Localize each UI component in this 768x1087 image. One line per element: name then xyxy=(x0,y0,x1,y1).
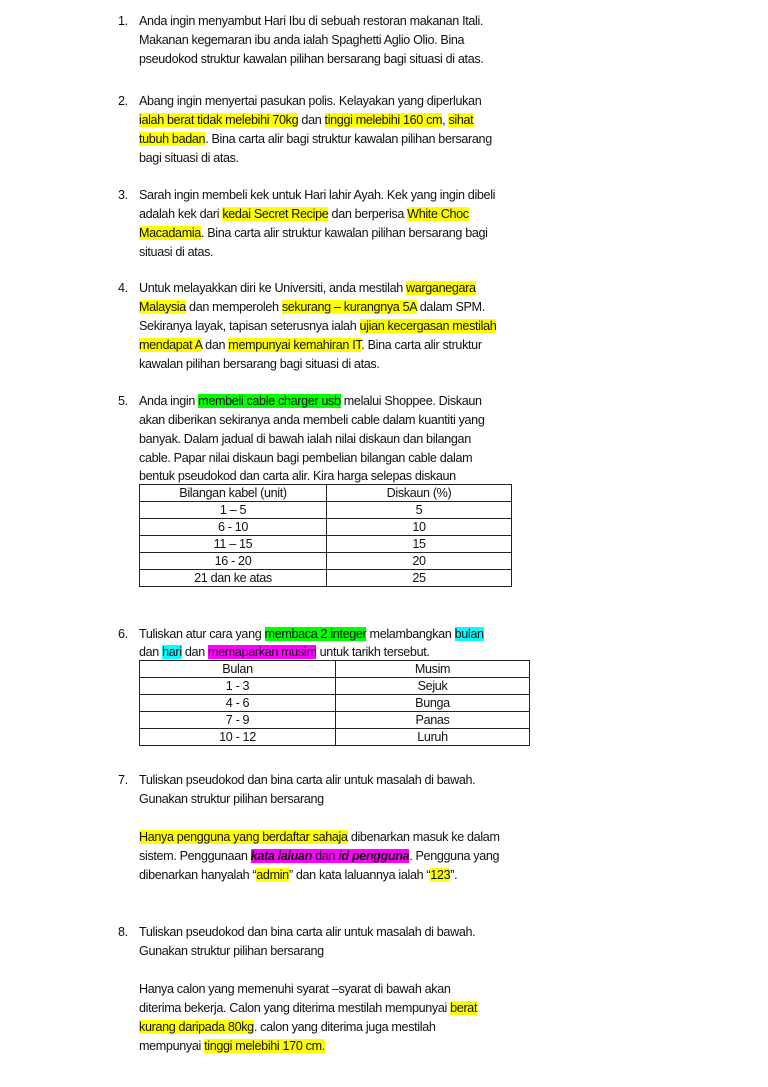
table-cell: 11 – 15 xyxy=(140,536,327,553)
spacer xyxy=(139,961,538,980)
highlight: sihat xyxy=(448,113,474,127)
text-run: dan berperisa xyxy=(328,207,408,221)
highlight: kurang daripada 80kg xyxy=(139,1020,254,1034)
text-run: dan xyxy=(298,113,325,127)
highlight: membeli cable charger usb xyxy=(198,394,341,408)
table-row xyxy=(140,502,512,519)
text-run: Untuk melayakkan diri ke Universiti, anda mestilah xyxy=(139,281,407,295)
text-line xyxy=(139,1018,538,1037)
text-line: kawalan pilihan bersarang bagi situasi di atas. xyxy=(139,357,380,371)
table-cell: 10 xyxy=(327,519,512,536)
text-line xyxy=(139,279,538,298)
table-cell: 20 xyxy=(327,553,512,570)
question-number: 5. xyxy=(118,394,128,408)
table-row xyxy=(140,729,530,746)
highlight: dan xyxy=(311,849,339,863)
text-run: dan xyxy=(181,645,208,659)
text-line: cable. Papar nilai diskaun bagi pembelian bilangan cable dalam xyxy=(139,451,473,465)
question-number: 3. xyxy=(118,188,128,202)
table-cell: 1 - 3 xyxy=(140,678,336,695)
question-number: 7. xyxy=(118,773,128,787)
text-line: banyak. Dalam jadual di bawah ialah nilai diskaun dan bilangan xyxy=(139,432,471,446)
text-run: melalui Shoppee. Diskaun xyxy=(340,394,482,408)
question-1 xyxy=(118,12,538,69)
question-number: 1. xyxy=(118,14,128,28)
question-8 xyxy=(118,923,538,1056)
text-run: , xyxy=(442,113,449,127)
text-line xyxy=(139,1037,538,1056)
text-line: bagi situasi di atas. xyxy=(139,151,239,165)
table-cell: Luruh xyxy=(336,729,530,746)
discount-table xyxy=(139,484,512,587)
highlight: id pengguna xyxy=(338,849,410,863)
highlight: mendapat A xyxy=(139,338,203,352)
text-line xyxy=(139,205,538,224)
text-line: pseudokod struktur kawalan pilihan bersarang bagi situasi di atas. xyxy=(139,52,484,66)
highlight: membaca 2 integer xyxy=(264,627,367,641)
text-run: melambangkan xyxy=(366,627,455,641)
table-header-row xyxy=(140,661,530,678)
table-header-row xyxy=(140,485,512,502)
text-line xyxy=(139,336,538,355)
text-line: Gunakan struktur pilihan bersarang xyxy=(139,944,324,958)
text-line: bentuk pseudokod dan carta alir. Kira harga selepas diskaun xyxy=(139,469,456,483)
text-run: dan xyxy=(139,645,163,659)
table-cell: Panas xyxy=(336,712,530,729)
spacer xyxy=(139,809,538,828)
highlight: Malaysia xyxy=(139,300,186,314)
text-run: sistem. Penggunaan xyxy=(139,849,251,863)
highlight: Hanya pengguna yang berdaftar sahaja xyxy=(139,830,348,844)
text-run: Tuliskan atur cara yang xyxy=(139,627,265,641)
highlight: tubuh badan xyxy=(139,132,206,146)
table-cell: 15 xyxy=(327,536,512,553)
text-line xyxy=(139,828,538,847)
table-cell: 6 - 10 xyxy=(140,519,327,536)
text-line: Anda ingin menyambut Hari Ibu di sebuah restoran makanan Itali. xyxy=(139,14,484,28)
highlight: memaparkan musim xyxy=(208,645,317,659)
table-cell: 4 - 6 xyxy=(140,695,336,712)
table-cell: 21 dan ke atas xyxy=(140,570,327,587)
highlight: warganegara xyxy=(406,281,476,295)
text-line: Makanan kegemaran ibu anda ialah Spaghetti Aglio Olio. Bina xyxy=(139,33,465,47)
text-run: . Pengguna yang xyxy=(409,849,500,863)
table-header-cell: Diskaun (%) xyxy=(327,485,512,502)
table-row xyxy=(140,570,512,587)
question-7 xyxy=(118,771,538,885)
text-line xyxy=(139,625,538,644)
text-run: Sekiranya layak, tapisan seterusnya ialah xyxy=(139,319,360,333)
table-header-cell: Musim xyxy=(336,661,530,678)
text-run: diterima bekerja. Calon yang diterima mestilah mempunyai xyxy=(139,1001,451,1015)
table-row xyxy=(140,536,512,553)
table-cell: Bunga xyxy=(336,695,530,712)
highlight: Macadamia xyxy=(139,226,201,240)
table-cell: 7 - 9 xyxy=(140,712,336,729)
text-line: situasi di atas. xyxy=(139,245,214,259)
text-run: ” dan kata laluannya ialah “ xyxy=(288,868,431,882)
question-6 xyxy=(118,625,538,746)
highlight: 123 xyxy=(430,868,451,882)
text-run: . Bina carta alir struktur kawalan pilihan bersarang bagi xyxy=(200,226,488,240)
text-run: dan xyxy=(202,338,229,352)
table-row xyxy=(140,678,530,695)
highlight: White Choc xyxy=(407,207,469,221)
question-number: 6. xyxy=(118,627,128,641)
text-line: Tuliskan pseudokod dan bina carta alir untuk masalah di bawah. xyxy=(139,925,476,939)
question-number: 8. xyxy=(118,925,128,939)
highlight: tinggi melebihi 170 cm. xyxy=(204,1039,325,1053)
text-run: dibenarkan hanyalah “ xyxy=(139,868,257,882)
table-row xyxy=(140,519,512,536)
highlight: sekurang – kurangnya 5A xyxy=(281,300,417,314)
table-row xyxy=(140,712,530,729)
highlight: berat xyxy=(450,1001,478,1015)
season-table xyxy=(139,660,530,746)
question-5 xyxy=(118,392,538,587)
text-run: dalam SPM. xyxy=(416,300,485,314)
text-line: Tuliskan pseudokod dan bina carta alir untuk masalah di bawah. xyxy=(139,773,476,787)
text-run: dan memperoleh xyxy=(185,300,282,314)
text-line xyxy=(139,317,538,336)
text-line xyxy=(139,866,538,885)
text-run: . calon yang diterima juga mestilah xyxy=(253,1020,436,1034)
text-run: adalah kek dari xyxy=(139,207,223,221)
text-line: Gunakan struktur pilihan bersarang xyxy=(139,792,324,806)
table-cell: 16 - 20 xyxy=(140,553,327,570)
table-cell: 10 - 12 xyxy=(140,729,336,746)
question-number: 2. xyxy=(118,94,128,108)
highlight: ialah berat tidak melebihi 70kg xyxy=(139,113,299,127)
text-line: Hanya calon yang memenuhi syarat –syarat di bawah akan xyxy=(139,982,451,996)
text-line: akan diberikan sekiranya anda membeli cable dalam kuantiti yang xyxy=(139,413,485,427)
text-run: . Bina carta alir struktur xyxy=(361,338,482,352)
text-line: Abang ingin menyertai pasukan polis. Kelayakan yang diperlukan xyxy=(139,94,482,108)
question-3 xyxy=(118,186,538,262)
table-header-cell: Bulan xyxy=(140,661,336,678)
text-line xyxy=(139,298,538,317)
highlight: mempunyai kemahiran IT xyxy=(228,338,362,352)
question-2 xyxy=(118,92,538,168)
highlight: kata laluan xyxy=(250,849,312,863)
text-run: . Bina carta alir bagi struktur kawalan pilihan bersarang xyxy=(205,132,492,146)
text-line xyxy=(139,130,538,149)
question-4 xyxy=(118,279,538,374)
text-run: ”. xyxy=(450,868,458,882)
highlight: tinggi melebihi 160 cm xyxy=(324,113,443,127)
text-line xyxy=(139,111,538,130)
table-cell: Sejuk xyxy=(336,678,530,695)
highlight: kedai Secret Recipe xyxy=(222,207,329,221)
highlight: ujian kecergasan mestilah xyxy=(359,319,497,333)
text-run: Anda ingin xyxy=(139,394,199,408)
table-row xyxy=(140,553,512,570)
highlight: admin xyxy=(256,868,289,882)
table-header-cell: Bilangan kabel (unit) xyxy=(140,485,327,502)
highlight: hari xyxy=(162,645,182,659)
text-line: Sarah ingin membeli kek untuk Hari lahir Ayah. Kek yang ingin dibeli xyxy=(139,188,496,202)
text-line xyxy=(139,224,538,243)
text-line xyxy=(139,392,538,411)
text-run: mempunyai xyxy=(139,1039,205,1053)
text-line xyxy=(139,644,538,660)
highlight: bulan xyxy=(454,627,484,641)
question-number: 4. xyxy=(118,281,128,295)
table-row xyxy=(140,695,530,712)
text-line xyxy=(139,999,538,1018)
table-cell: 25 xyxy=(327,570,512,587)
table-cell: 1 – 5 xyxy=(140,502,327,519)
text-run: untuk tarikh tersebut. xyxy=(316,645,430,659)
text-line xyxy=(139,847,538,866)
text-run: dibenarkan masuk ke dalam xyxy=(347,830,500,844)
table-cell: 5 xyxy=(327,502,512,519)
